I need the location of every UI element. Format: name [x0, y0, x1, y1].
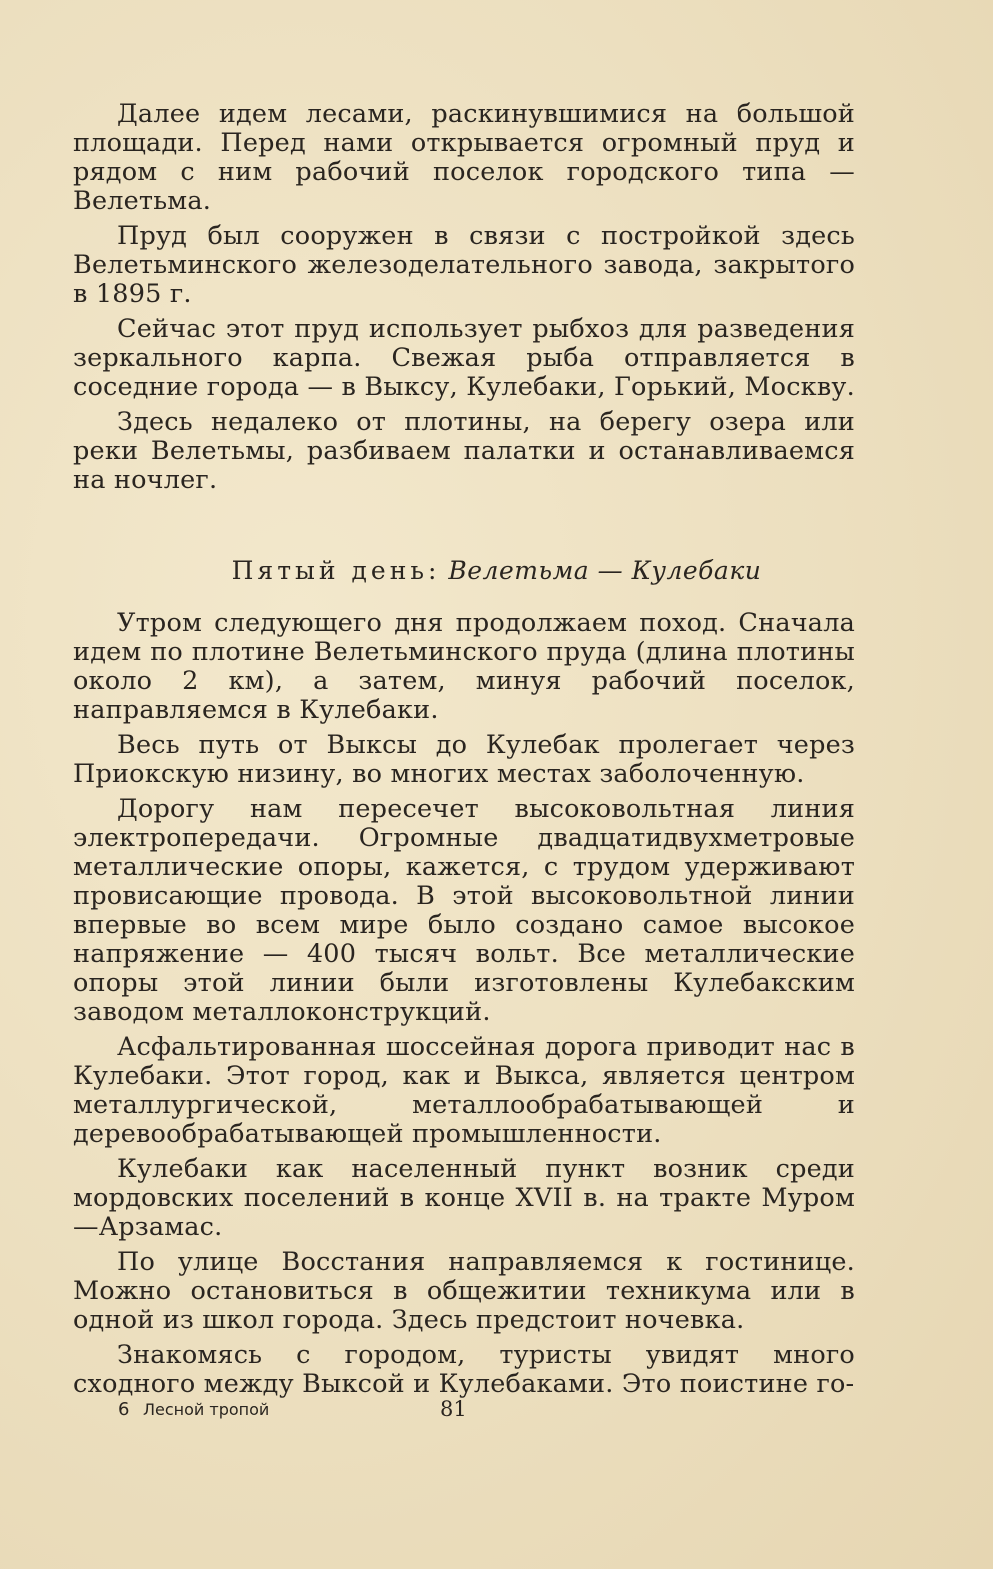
- signature-title: Лесной тропой: [143, 1400, 270, 1419]
- paragraph: Асфальтированная шоссейная дорога приводит нас в Кулебаки. Этот город, как и Выкса, является центром металлургической, металлообрабатывающей и деревообрабатывающей промышленности.: [73, 1032, 855, 1149]
- paragraph: Дорогу нам пересечет высоковольтная линия электропередачи. Огромные двадцатидвухметровые металлические опоры, кажется, с трудом удерживают провисающие провода. В этой высоковольтной линии впервые во всем мире было создано самое высокое напряжение — 400 тысяч вольт. Все металлические опоры этой линии были изготовлены Кулебакским заводом металлоконструкций.: [73, 794, 855, 1027]
- page-number: 81: [440, 1397, 467, 1421]
- paragraph: Кулебаки как населенный пункт возник среди мордовских поселений в конце XVII в. на тракте Муром—Арзамас.: [73, 1154, 855, 1242]
- paragraph: Далее идем лесами, раскинувшимися на большой площади. Перед нами открывается огромный пруд и рядом с ним рабочий поселок городского типа — Велетьма.: [73, 99, 855, 216]
- paragraph: Знакомясь с городом, туристы увидят много сходного между Выксой и Кулебаками. Это поистине го-: [73, 1340, 855, 1399]
- paragraph: Сейчас этот пруд использует рыбхоз для разведения зеркального карпа. Свежая рыба отправляется в соседние города — в Выксу, Кулебаки, Горький, Москву.: [73, 314, 855, 402]
- text-block-top: [73, 100, 855, 501]
- section-heading-route: Велетьма — Кулебаки: [448, 556, 762, 585]
- paragraph: Утром следующего дня продолжаем поход. Сначала идем по плотине Велетьминского пруда (длина плотины около 2 км), а затем, минуя рабочий поселок, направляемся в Кулебаки.: [73, 608, 855, 725]
- paragraph: Весь путь от Выксы до Кулебак пролегает через Приокскую низину, во многих местах заболоченную.: [73, 730, 855, 789]
- page-footer: [0, 1395, 993, 1425]
- section-heading-day: Пятый день:: [231, 556, 441, 585]
- paragraph: Пруд был сооружен в связи с постройкой здесь Велетьминского железоделательного завода, закрытого в 1895 г.: [73, 221, 855, 309]
- paragraph: Здесь недалеко от плотины, на берегу озера или реки Велетьмы, разбиваем палатки и останавливаемся на ночлег.: [73, 407, 855, 495]
- section-heading: [0, 556, 993, 585]
- signature-number: 6: [118, 1399, 130, 1420]
- paragraph: По улице Восстания направляемся к гостинице. Можно остановиться в общежитии техникума или в одной из школ города. Здесь предстоит ночевка.: [73, 1247, 855, 1335]
- text-block-bottom: [73, 609, 855, 1405]
